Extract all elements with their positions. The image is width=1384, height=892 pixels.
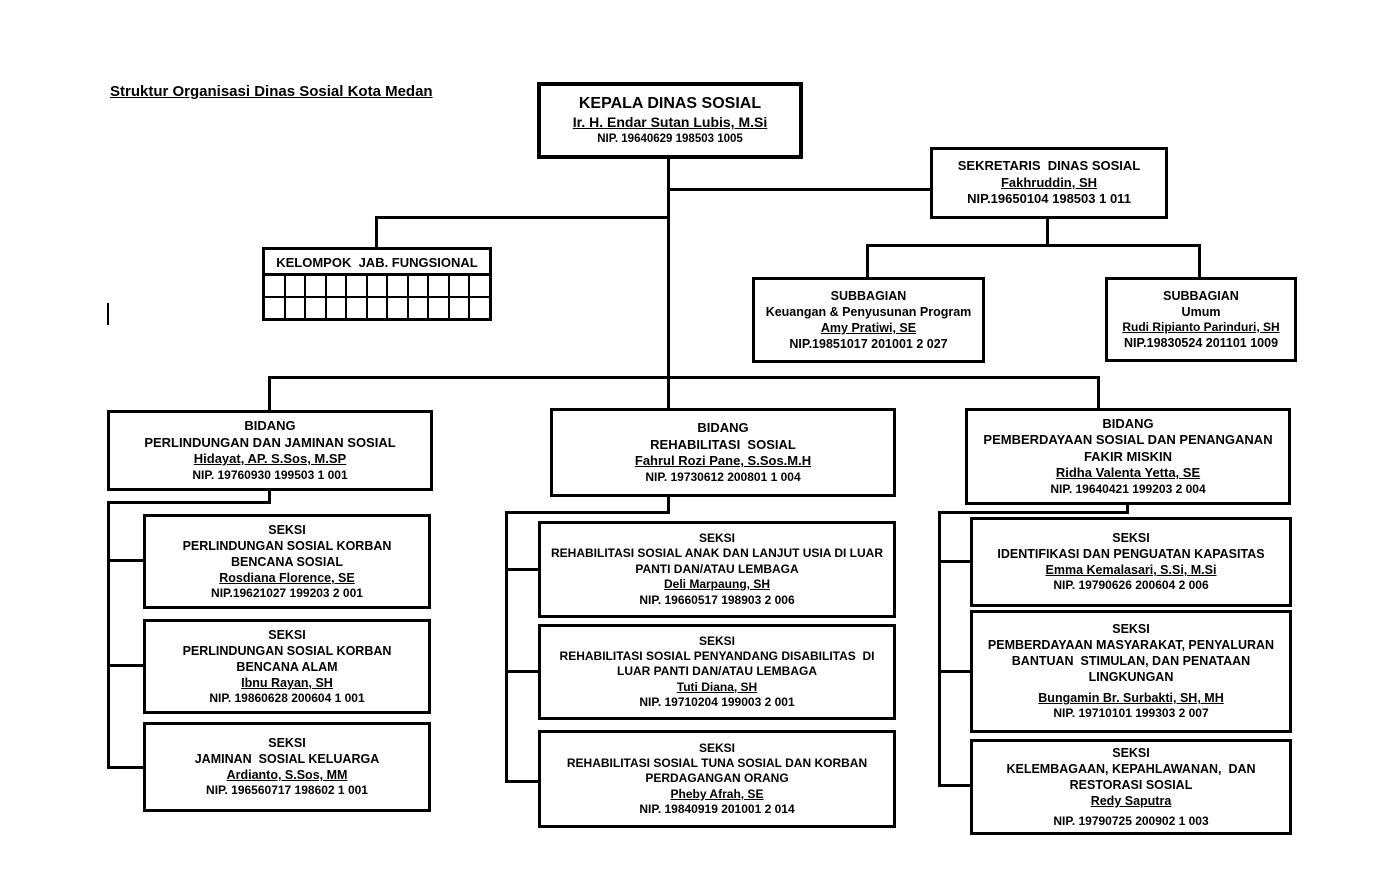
fungsional-grid-cell [429,298,448,318]
node-subtitle-2: PANTI DAN/ATAU LEMBAGA [635,561,799,576]
node-nip: NIP. 19710204 199003 2 001 [639,695,795,710]
node-title: BIDANG [1102,415,1154,431]
node-bidang-pemberdayaan-sosial [965,408,1291,505]
node-sekretaris-dinas-sosial [930,147,1168,219]
connector-subbagian-drop-left [866,244,869,277]
node-seksi-perlindungan-bencana-alam [143,619,431,714]
node-nip: NIP. 196560717 198602 1 001 [206,783,368,798]
node-title: SEKSI [1112,531,1150,546]
node-title: SEKSI [698,740,735,755]
fungsional-grid-cell [265,276,284,296]
node-person-name: Redy Saputra [1090,793,1172,808]
node-title: SEKRETARIS DINAS SOSIAL [957,158,1141,174]
fungsional-grid-cell [368,276,387,296]
node-title: SUBBAGIAN [1163,288,1239,303]
fungsional-grid-cell [409,276,428,296]
node-nip: NIP.19851017 201001 2 027 [789,337,948,351]
stray-tick-mark [107,303,109,325]
connector-mid-stub-3 [505,780,538,783]
node-title: SEKSI [698,633,735,648]
node-kelompok-jabatan-fungsional [262,247,492,321]
connector-left-stub-1 [107,559,143,562]
node-person-name: Deli Marpaung, SH [663,577,770,592]
node-seksi-rehabilitasi-anak-lanjut-usia [538,521,896,618]
connector-to-kelompok-vertical [375,216,378,247]
connector-bidang-horizontal [268,376,1100,379]
node-nip: NIP. 19710101 199303 2 007 [1053,706,1209,721]
node-subtitle: PEMBERDAYAAN MASYARAKAT, PENYALURAN [987,638,1275,653]
node-nip: NIP. 19790725 200902 1 003 [1053,813,1209,828]
connector-bidang-drop-right [1097,376,1100,408]
fungsional-grid-cell [265,298,284,318]
node-person-name: Rosdiana Florence, SE [219,570,355,585]
node-nip: NIP. 19640629 198503 1005 [597,133,743,146]
node-title: SEKSI [1112,622,1150,637]
node-subtitle: Umum [1181,304,1221,319]
connector-sekretaris-drop [1046,219,1049,246]
node-title: BIDANG [697,419,749,435]
node-title: KEPALA DINAS SOSIAL [578,94,762,112]
connector-subbagian-drop-right [1198,244,1201,277]
node-nip: NIP.19621027 199203 2 001 [211,585,363,600]
connector-left-column-horizontal [107,501,271,504]
node-person-name: Rudi Ripianto Parinduri, SH [1122,319,1280,334]
node-seksi-rehabilitasi-penyandang-disabilitas [538,624,896,720]
page-title: Struktur Organisasi Dinas Sosial Kota Medan [110,83,433,100]
node-subtitle-2: BENCANA SOSIAL [230,554,344,569]
node-subbagian-keuangan [752,277,985,363]
node-person-name: Tuti Diana, SH [676,679,758,694]
fungsional-grid-cell [470,298,489,318]
node-subtitle: REHABILITASI SOSIAL TUNA SOSIAL DAN KORBAN [566,755,868,770]
node-nip: NIP. 19730612 200801 1 004 [645,469,801,484]
node-title: SUBBAGIAN [830,289,907,303]
connector-to-sekretaris [667,188,930,191]
node-person-name: Fahrul Rozi Pane, S.Sos.M.H [634,453,812,469]
node-person-name: Ir. H. Endar Sutan Lubis, M.Si [572,114,768,131]
node-title: SEKSI [268,522,306,537]
connector-right-column-horizontal [938,511,1129,514]
node-subtitle-2: BANTUAN STIMULAN, DAN PENATAAN [1011,654,1251,669]
fungsional-grid [265,276,489,318]
node-seksi-kelembagaan-kepahlawanan [970,739,1292,835]
node-person-name: Pheby Afrah, SE [670,786,764,801]
node-bidang-rehabilitasi-sosial [550,408,896,497]
node-subtitle: PERLINDUNGAN DAN JAMINAN SOSIAL [144,434,396,450]
connector-to-kelompok-horizontal [375,216,670,219]
node-title: SEKSI [1112,745,1150,760]
node-person-name: Emma Kemalasari, S.Si, M.Si [1045,563,1217,578]
connector-left-stub-3 [107,766,143,769]
node-subtitle: REHABILITASI SOSIAL [650,436,796,452]
fungsional-grid-cell [347,298,366,318]
node-title: SEKSI [268,627,306,642]
fungsional-grid-cell [450,298,469,318]
node-nip: NIP. 19640421 199203 2 004 [1050,482,1206,497]
node-subtitle: PERLINDUNGAN SOSIAL KORBAN [182,643,392,658]
node-subtitle: Keuangan & Penyusunan Program [765,305,972,319]
connector-right-column-spine [938,511,941,787]
node-kepala-dinas-sosial [537,82,803,159]
connector-subbagian-horizontal [866,244,1201,247]
fungsional-grid-cell [327,276,346,296]
node-subbagian-umum [1105,277,1297,362]
node-seksi-identifikasi-penguatan-kapasitas [970,517,1292,607]
node-seksi-jaminan-sosial-keluarga [143,722,431,812]
fungsional-grid-cell [409,298,428,318]
node-subtitle-2: PERDAGANGAN ORANG [645,771,789,786]
fungsional-grid-cell [286,276,305,296]
node-nip: NIP. 19760930 199503 1 001 [192,467,348,482]
node-person-name: Amy Pratiwi, SE [820,321,917,335]
connector-mid-column-horizontal [505,511,670,514]
connector-mid-stub-2 [505,670,538,673]
connector-mid-column-spine [505,511,508,783]
fungsional-grid-cell [470,276,489,296]
fungsional-grid-cell [450,276,469,296]
node-nip: NIP. 19790626 200604 2 006 [1053,578,1209,593]
node-seksi-rehabilitasi-tuna-sosial [538,730,896,828]
node-person-name: Hidayat, AP. S.Sos, M.SP [193,451,347,467]
node-subtitle-2: RESTORASI SOSIAL [1069,777,1193,792]
node-person-name: Ridha Valenta Yetta, SE [1055,465,1201,481]
node-subtitle-3: LINGKUNGAN [1088,670,1174,685]
connector-left-column-spine [107,501,110,769]
node-title: SEKSI [698,531,735,546]
connector-bidang-drop-left [268,376,271,410]
node-nip: NIP. 19660517 198903 2 006 [639,592,795,607]
node-title: KELOMPOK JAB. FUNGSIONAL [265,250,489,276]
fungsional-grid-cell [306,276,325,296]
connector-right-stub-2 [938,670,970,673]
fungsional-grid-cell [347,276,366,296]
node-subtitle: JAMINAN SOSIAL KELUARGA [194,752,380,767]
node-subtitle-2: FAKIR MISKIN [1083,448,1173,464]
node-subtitle: PEMBERDAYAAN SOSIAL DAN PENANGANAN [983,432,1273,448]
node-person-name: Ibnu Rayan, SH [241,675,333,690]
node-person-name: Fakhruddin, SH [1000,174,1098,190]
connector-trunk-vertical [667,158,670,408]
connector-right-stub-3 [938,784,970,787]
node-nip: NIP. 19840919 201001 2 014 [639,802,795,817]
fungsional-grid-cell [388,276,407,296]
node-subtitle: PERLINDUNGAN SOSIAL KORBAN [182,538,392,553]
node-subtitle: KELEMBAGAAN, KEPAHLAWANAN, DAN [1006,761,1256,776]
node-title: SEKSI [268,736,306,751]
node-nip: NIP. 19860628 200604 1 001 [209,690,365,705]
node-subtitle: REHABILITASI SOSIAL ANAK DAN LANJUT USIA DI LUAR [550,546,883,561]
node-person-name: Bungamin Br. Surbakti, SH, MH [1038,691,1224,706]
node-subtitle: REHABILITASI SOSIAL PENYANDANG DISABILITAS DI [559,648,875,663]
connector-mid-stub-1 [505,568,538,571]
node-subtitle-2: LUAR PANTI DAN/ATAU LEMBAGA [617,664,817,679]
connector-left-stub-2 [107,664,143,667]
node-seksi-pemberdayaan-masyarakat [970,610,1292,733]
node-person-name: Ardianto, S.Sos, MM [226,768,348,783]
connector-right-stub-1 [938,560,970,563]
fungsional-grid-cell [368,298,387,318]
fungsional-grid-cell [388,298,407,318]
node-subtitle-2: BENCANA ALAM [236,659,338,674]
node-title: BIDANG [244,417,296,433]
fungsional-grid-cell [286,298,305,318]
node-bidang-perlindungan-jaminan-sosial [107,410,433,491]
fungsional-grid-cell [306,298,325,318]
node-nip: NIP.19650104 198503 1 011 [967,191,1131,207]
fungsional-grid-cell [429,276,448,296]
fungsional-grid-cell [327,298,346,318]
node-seksi-perlindungan-bencana-sosial [143,514,431,609]
node-subtitle: IDENTIFIKASI DAN PENGUATAN KAPASITAS [997,547,1265,562]
node-nip: NIP.19830524 201101 1009 [1123,336,1279,351]
